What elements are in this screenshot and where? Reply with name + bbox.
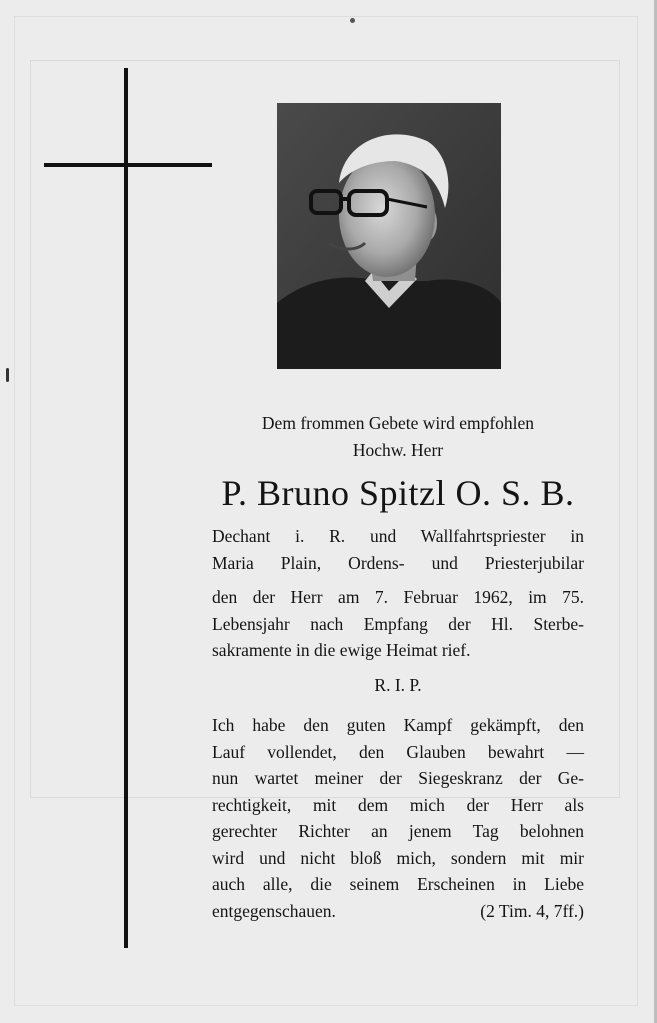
portrait-photo — [277, 103, 501, 369]
quote-line: nun wartet meiner der Siegeskranz der Ge- — [212, 768, 584, 788]
quote-line: wird und nicht bloß mich, sondern mit mir — [212, 847, 584, 868]
memorial-text — [212, 410, 584, 924]
quote-closing-line — [212, 898, 584, 925]
deceased-name: P. Bruno Spitzl O. S. B. — [221, 473, 575, 513]
biography-line: Dechant i. R. und Wallfahrtspriester in — [212, 526, 584, 546]
quote-line: auch alle, die seinem Erscheinen in Liebe — [212, 874, 584, 894]
biography-line: den der Herr am 7. Februar 1962, im 75. — [212, 587, 584, 607]
cross-vertical-beam — [124, 68, 128, 948]
print-speck — [350, 18, 355, 23]
quote-line: Lauf vollendet, den Glauben bewahrt — — [212, 741, 584, 762]
recommendation-line: Dem frommen Gebete wird empfohlen — [261, 413, 535, 433]
print-speck — [6, 368, 9, 382]
cross-horizontal-beam — [44, 163, 212, 167]
quote-line: Ich habe den guten Kampf gekämpft, den — [212, 715, 584, 735]
biography-line: sakramente in die ewige Heimat rief. — [212, 640, 471, 660]
portrait-illustration — [277, 103, 501, 369]
paragraph-gap — [212, 576, 584, 584]
rip-line: R. I. P. — [374, 674, 422, 695]
honorific-title: Hochw. Herr — [352, 439, 444, 460]
quote-line: rechtigkeit, mit dem mich der Herr als — [212, 794, 584, 815]
quote-line: gerechter Richter an jenem Tag belohnen — [212, 821, 584, 841]
biography-line: Lebensjahr nach Empfang der Hl. Sterbe- — [212, 613, 584, 634]
biography-line: Maria Plain, Ordens- und Priesterjubilar — [212, 552, 584, 573]
quote-line-final: entgegenschauen. — [212, 900, 336, 921]
bible-citation: (2 Tim. 4, 7ff.) — [480, 900, 584, 921]
